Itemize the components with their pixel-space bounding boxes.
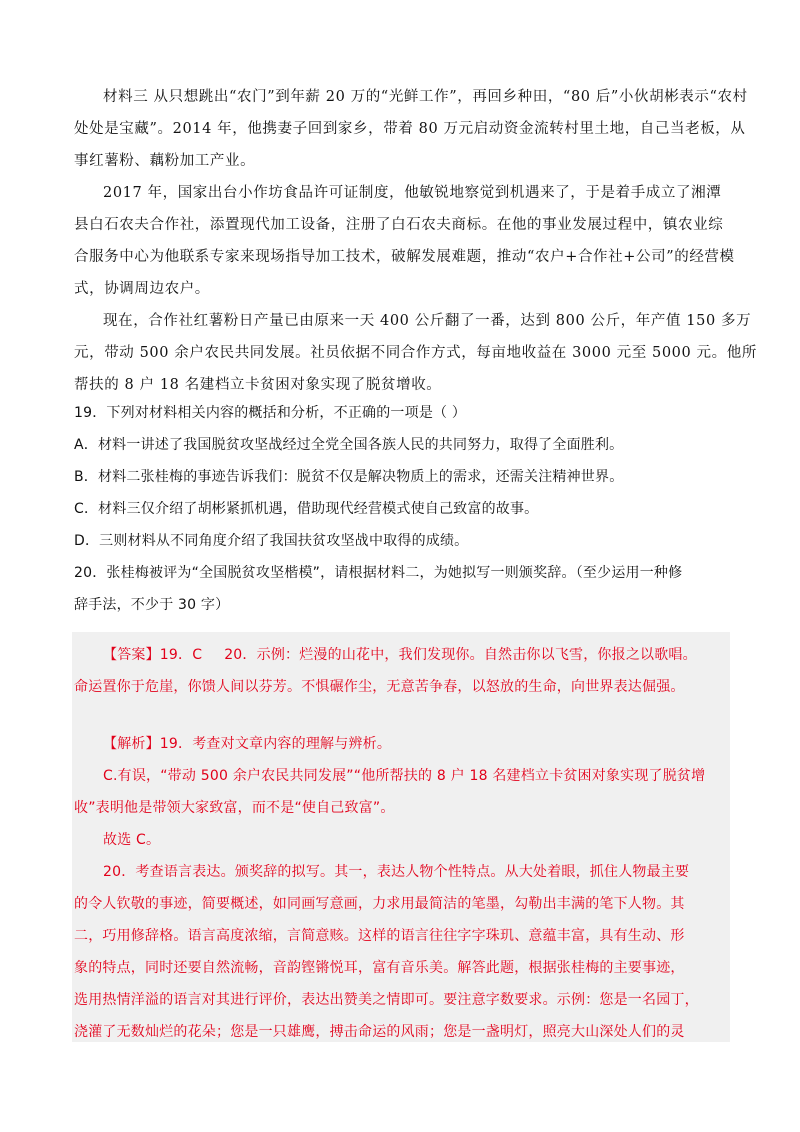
answer-block [74,646,730,710]
option-b: B．材料二张桂梅的事迹告诉我们：脱贫不仅是解决物质上的需求，还需关注精神世界。 [74,469,624,485]
option-a: A．材料一讲述了我国脱贫攻坚战经过全党全国各族人民的共同努力，取得了全面胜利。 [74,437,624,453]
question-19-stem: 19．下列对材料相关内容的概括和分析，不正确的一项是（ ） [74,405,467,421]
material-line: 县白石农夫合作社，添置现代加工设备，注册了白石农夫商标。在他的事业发展过程中，镇农业综 [74,217,724,233]
analysis-line: 收”表明他是带领大家致富，而不是“使自己致富”。 [74,800,395,816]
analysis-line: 象的特点，同时还要自然流畅，音韵铿锵悦耳，富有音乐美。解答此题，根据张桂梅的主要事迹， [74,960,685,976]
answer-tag: 【答案】19．C [103,647,203,663]
analysis-line: 二，巧用修辞格。语言高度浓缩，言简意赅。这样的语言往往字字珠玑、意蕴丰富，具有生动、形 [74,928,685,944]
analysis-line: 【解析】19．考查对文章内容的理解与辨析。 [103,736,392,752]
questions-section [74,404,734,628]
material-line: 合服务中心为他联系专家来现场指导加工技术，破解发展难题，推动“农户+合作社+公司”的经营模 [74,249,735,265]
analysis-line: 故选 C。 [103,832,161,848]
question-20-stem: 20．张桂梅被评为“全国脱贫攻坚楷模”，请根据材料二，为她拟写一则颁奖辞。（至少运用一种修 [74,565,683,581]
analysis-line: 的令人钦敬的事迹，简要概述，如同画写意画，力求用最简洁的笔墨，勾勒出丰满的笔下人物。其 [74,896,685,912]
analysis-line: C.有误，“带动 500 余户农民共同发展”“他所帮扶的 8 户 18 名建档立卡贫困对象实现了脱贫增 [103,768,706,784]
material-line: 事红薯粉、藕粉加工产业。 [74,153,256,169]
material-line: 处处是宝藏”。2014 年，他携妻子回到家乡，带着 80 万元启动资金流转村里土地，自己当老板，从 [74,121,746,137]
analysis-line: 20．考查语言表达。颁奖辞的拟写。其一，表达人物个性特点。从大处着眼，抓住人物最主要 [103,864,690,880]
analysis-line: 选用热情洋溢的语言对其进行评价，表达出赞美之情即可。要注意字数要求。示例：您是一名园丁， [74,992,699,1008]
material-three [74,88,757,408]
material-line: 2017 年，国家出台小作坊食品许可证制度，他敏锐地察觉到机遇来了，于是着手成立了湘潭 [103,185,722,201]
question-20-stem-cont: 辞手法，不少于 30 字） [74,597,230,613]
option-c: C．材料三仅介绍了胡彬紧抓机遇，借助现代经营模式使自己致富的故事。 [74,501,539,517]
option-d: D．三则材料从不同角度介绍了我国扶贫攻坚战中取得的成绩。 [74,533,469,549]
material-line: 材料三 从只想跳出“农门”到年薪 20 万的“光鲜工作”，再回乡种田，“80 后”小伙胡彬表示“农村 [103,89,748,105]
material-line: 现在，合作社红薯粉日产量已由原来一天 400 公斤翻了一番，达到 800 公斤，年产值 150 多万 [103,313,752,329]
analysis-line: 浇灌了无数灿烂的花朵；您是一只雄鹰，搏击命运的风雨；您是一盏明灯，照亮大山深处人们的灵 [74,1024,685,1040]
answer-line-2: 命运置你于危崖，你馈人间以芬芳。不惧碾作尘，无意苦争春，以怒放的生命，向世界表达倔强。 [74,679,685,695]
material-line: 式，协调周边农户。 [74,281,210,297]
answer-part-2: 20．示例：烂漫的山花中，我们发现你。自然击你以飞雪，你报之以歌唱。 [224,647,697,663]
analysis-block [74,735,730,1055]
answer-line [74,646,730,664]
material-line: 帮扶的 8 户 18 名建档立卡贫困对象实现了脱贫增收。 [74,377,442,393]
material-line: 元，带动 500 余户农民共同发展。社员依据不同合作方式，每亩地收益在 3000 元至 5000 元。他所 [74,345,757,361]
